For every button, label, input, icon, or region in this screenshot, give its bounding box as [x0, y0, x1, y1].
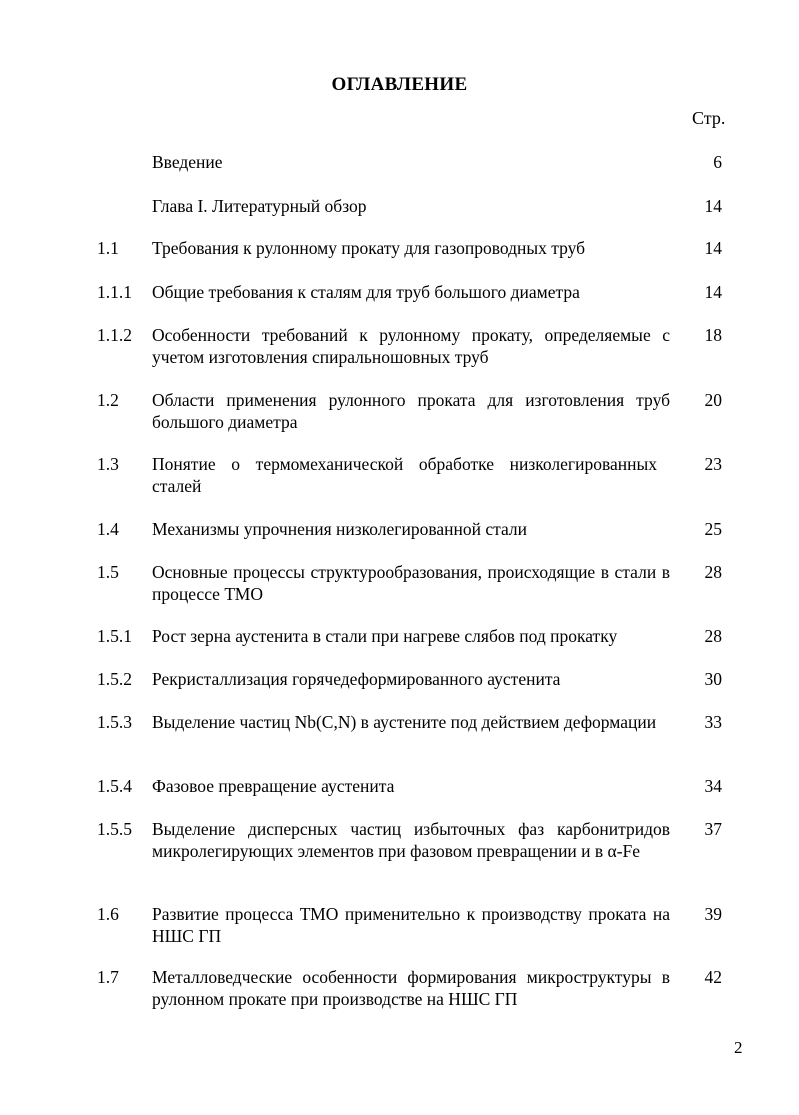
page-title: ОГЛАВЛЕНИЕ — [331, 74, 468, 95]
page-column-label: Стр. — [692, 108, 726, 128]
toc-entry-title: Развитие процесса ТМО применительно к производству проката на НШС ГП — [152, 904, 670, 946]
toc-entry-title: Особенности требований к рулонному прокату, определяемые с учетом изготовления спиральношовных труб — [152, 325, 670, 367]
toc-entry-title: Общие требования к сталям для труб большого диаметра — [152, 282, 580, 302]
toc-entry-number: 1.1.1 — [97, 282, 132, 302]
toc-entry-page: 23 — [704, 454, 722, 474]
toc-entry-page: 37 — [704, 819, 722, 839]
toc-entry-page: 6 — [713, 152, 722, 172]
toc-entry-title: Выделение дисперсных частиц избыточных фаз карбонитридов микролегирующих элементов при фазовом превращении и в α-Fe — [152, 819, 670, 861]
toc-entry-number: 1.5.2 — [97, 669, 132, 689]
toc-entry-number: 1.2 — [97, 390, 119, 410]
footer-page-number: 2 — [734, 1038, 743, 1057]
toc-entry-title: Металловедческие особенности формирования микроструктуры в рулонном прокате при производстве на НШС ГП — [152, 967, 670, 1009]
toc-entry-page: 30 — [704, 669, 722, 689]
toc-entry-number: 1.4 — [97, 519, 119, 539]
toc-entry-page: 39 — [704, 904, 722, 924]
toc-entry-number: 1.7 — [97, 967, 119, 987]
toc-entry-page: 25 — [704, 519, 722, 539]
toc-entry-page: 14 — [704, 196, 722, 216]
toc-entry-title: Основные процессы структурообразования, происходящие в стали в процессе ТМО — [152, 562, 670, 604]
toc-entry-title: Области применения рулонного проката для изготовления труб большого диаметра — [152, 390, 670, 432]
toc-entry-number: 1.6 — [97, 904, 119, 924]
toc-entry-number: 1.1.2 — [97, 325, 132, 345]
toc-entry-page: 14 — [704, 282, 722, 302]
toc-entry-page: 34 — [704, 776, 722, 796]
toc-entry-page: 33 — [704, 712, 722, 732]
toc-entry-page: 28 — [704, 626, 722, 646]
toc-entry-page: 18 — [704, 325, 722, 345]
toc-entry-page: 20 — [704, 390, 722, 410]
toc-entry-page: 14 — [704, 238, 722, 258]
toc-entry-title: Фазовое превращение аустенита — [152, 776, 395, 796]
toc-entry-number: 1.3 — [97, 454, 119, 474]
toc-entry-title: Рост зерна аустенита в стали при нагреве слябов под прокатку — [152, 626, 618, 646]
toc-entry-number: 1.5.4 — [97, 776, 132, 796]
toc-entry-page: 42 — [704, 967, 722, 987]
toc-entry-number: 1.5.5 — [97, 819, 132, 839]
toc-entry-number: 1.1 — [97, 238, 119, 258]
toc-entry-number: 1.5 — [97, 562, 119, 582]
toc-entry-number: 1.5.3 — [97, 712, 132, 732]
toc-entry-number: 1.5.1 — [97, 626, 132, 646]
toc-entry-title: Требования к рулонному прокату для газопроводных труб — [152, 238, 586, 258]
toc-entry-title: Выделение частиц Nb(C,N) в аустените под действием деформации — [152, 712, 657, 732]
toc-entry-page: 28 — [704, 562, 722, 582]
toc-entry-title: Понятие о термомеханической обработке низколегированных сталей — [152, 454, 657, 496]
toc-entry-title: Рекристаллизация горячедеформированного аустенита — [152, 669, 561, 689]
toc-entry-title: Механизмы упрочнения низколегированной стали — [152, 519, 527, 539]
toc-entry-title: Введение — [152, 152, 223, 172]
toc-entry-title: Глава I. Литературный обзор — [152, 196, 367, 216]
